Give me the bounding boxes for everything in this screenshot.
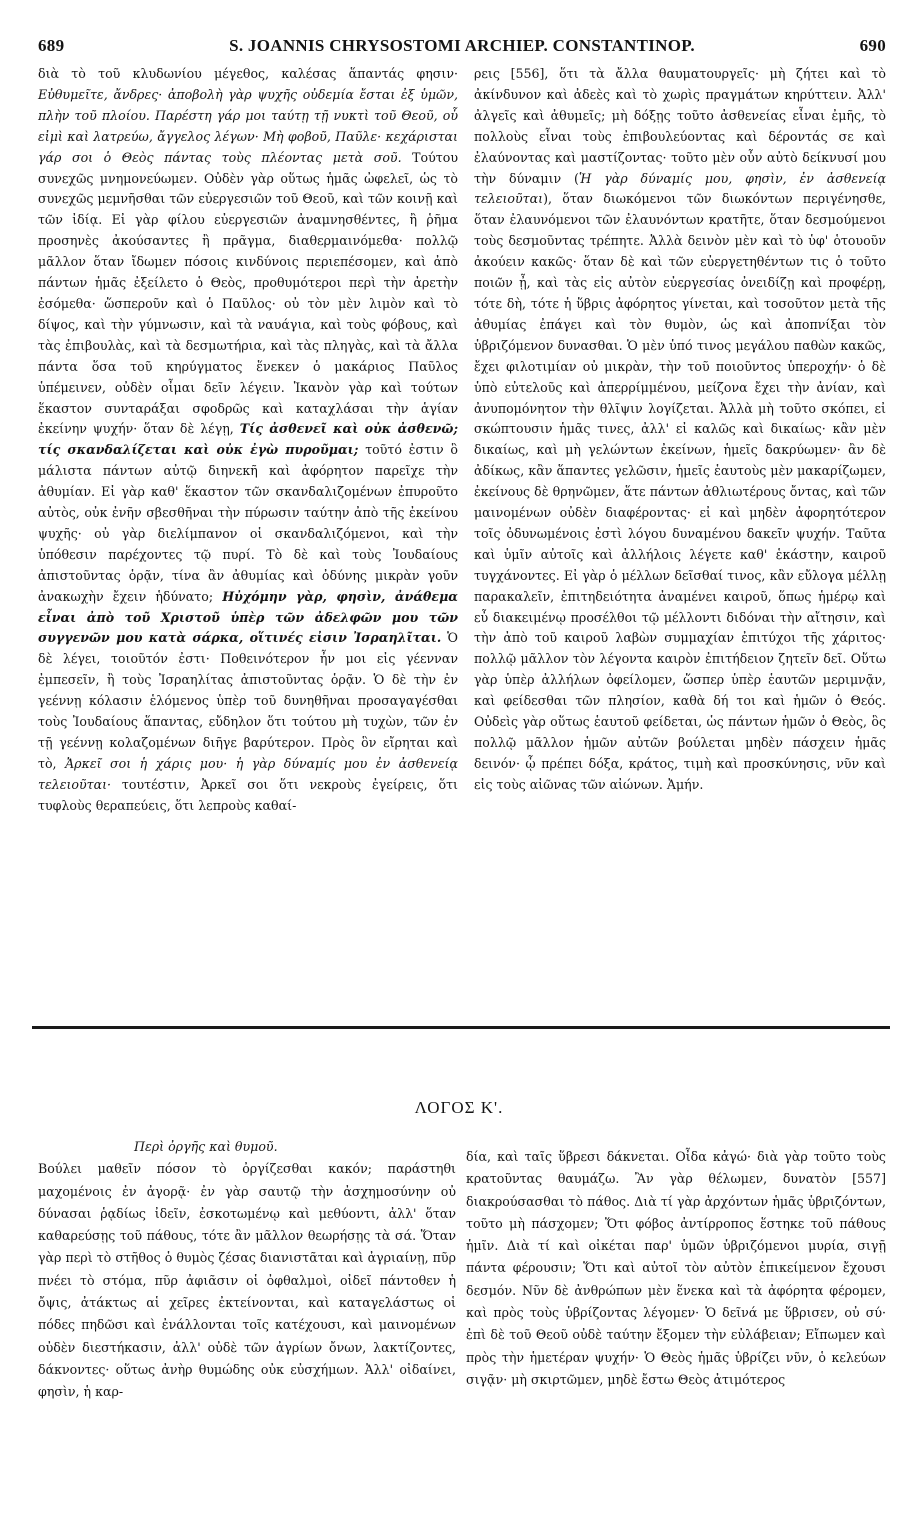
text-run: τουτέστιν, Ἀρκεῖ σοι ὅτι νεκροὺς ἐγείρεις, ὅτι τυφλοὺς θεραπεύεις, ὅτι λεπροὺς καθαί- [38,776,458,813]
scripture-quote: Εὐθυμεῖτε, ἄνδρες· ἀποβολὴ γὰρ ψυχῆς οὐδεμία ἔσται ἐξ ὑμῶν, πλὴν τοῦ πλοίου. Παρέστη γάρ μοι ταύτῃ τῇ νυκτὶ τοῦ Θεοῦ, οὗ εἰμὶ καὶ λατρεύω, ἄγγελος λέγων· Μὴ φοβοῦ, Παῦλε· κεχάρισται γάρ σοι ὁ Θεὸς πάντας τοὺς πλέοντας μετὰ σοῦ. [38,86,458,165]
text-block: Βούλει μαθεῖν πόσον τὸ ὀργίζεσθαι κακόν; παράστηθι μαχομένοις ἐν ἀγορᾷ· ἐν γὰρ σαυτῷ τὴν ἀσχημοσύνην οὐ δύνασαι ῥᾳδίως ἰδεῖν, ἐσκοτωμένῳ καὶ μεθύοντι, ἀλλ' ὅταν καθαρεύσῃς τοῦ πάθους, τότε ἂν μᾶλλον θεωρήσῃς τὰ σά. Ὅταν γὰρ περὶ τὸ στῆθος ὁ θυμὸς ζέσας διανιστᾶται καὶ ἀγριαίνῃ, πῦρ πνέει τὸ στόμα, πῦρ ἀφιᾶσιν οἱ ὀφθαλμοὶ, οἰδεῖ πάντοθεν ἡ ὄψις, ἀτάκτως αἱ χεῖρες ἐκτείνονται, καὶ καταγελάστως οἱ πόδες πηδῶσι καὶ ἐνάλλονται τοῖς κατέχουσι, καὶ μαινομένων οὐδὲν διεστήκασιν, ἀλλ' οὐδὲ τῶν ἀγρίων ὄνων, λακτίζοντες, δάκνοντες· οὕτως ἀνὴρ θυμώδης οὐκ εὐσχήμων. Ἀλλ' οἰδαίνει, φησὶν, ἡ καρ- [38,1161,456,1400]
text-run: Ὁ δὲ λέγει, τοιοῦτόν ἐστι· Ποθεινότερον ἦν μοι εἰς γέενναν ἐμπεσεῖν, ἢ τοὺς Ἰσραηλίτας ἀπιστοῦντας ὁρᾷν. Ὁ δὲ τὴν ἐν γεέννῃ κόλασιν ἑλόμενος ὑπὲρ τοῦ δυνηθῆναι προσαγαγέσθαι τοὺς Ἰουδαίους ἅπαντας, εὔδηλον ὅτι τούτου μὴ τυχὼν, τῶν ἐν τῇ γεέννῃ κολαζομένων διῆγε βαρύτερον. Πρὸς ὃν εἴρηται καὶ τὸ, [38,630,458,771]
section-title: ΛΟΓΟΣ Κ'. [414,1098,504,1117]
column-bottom-left [38,1136,456,1404]
scripture-quote: Ηὐχόμην γὰρ, φησὶν, ἀνάθεμα εἶναι ἀπὸ τοῦ Χριστοῦ ὑπὲρ τῶν ἀδελφῶν μου τῶν συγγενῶν μου κατὰ σάρκα, οἵτινές εἰσιν Ἰσραηλῖται. [38,588,458,646]
text-run: ρεις [556], ὅτι τὰ ἄλλα θαυματουργεῖς· μὴ ζήτει καὶ τὸ ἀκίνδυνον καὶ ἀδεὲς καὶ τὸ χωρὶς πραγμάτων κηρύττειν. Ἀλλ' ἀλγεῖς καὶ ἀθυμεῖς; μὴ δόξῃς τοῦτο ἀσθενείας εἶναι ἐμῆς, τὸ πολλοὺς εἶναι τοὺς ἐπιβουλεύοντας καὶ δέροντάς σε καὶ ἐλαύνοντας καὶ μαστίζοντας· τοῦτο μὲν οὖν αὐτὸ δείκνυσί μου τὴν δύναμιν ( [474,66,886,186]
page-number-right: 690 [859,36,886,55]
column-bottom-right [466,1146,886,1391]
text-run: τοῦτό ἐστιν ὃ μάλιστα πάντων αὐτῷ διηνεκῆ καὶ ἀφόρητον παρεῖχε τὴν ἀθυμίαν. Εἰ γὰρ καθ' ἕκαστον τῶν σκανδαλιζομένων ἐπυροῦτο αὐτὸς, οὐκ ἐνῆν σβεσθῆναι τὴν πύρωσιν ταύτην ἀπὸ τῆς ἐκείνου ψυχῆς· οὐ γὰρ διελίμπανον οἱ σκανδαλιζόμενοι, καὶ τὴν ὑπόθεσιν παρέχοντες τῷ πυρί. Τὸ δὲ καὶ τοὺς Ἰουδαίους ἀπιστοῦντας ὁρᾷν, τίνα ἂν ἀθυμίας καὶ ὀδύνης μικρὰν γοῦν ἀνακωχὴν ἔχειν ἡδύνατο; [38,442,458,604]
scripture-quote: Τίς ἀσθενεῖ καὶ οὐκ ἀσθενῶ; τίς σκανδαλίζεται καὶ οὐκ ἐγὼ πυροῦμαι; [38,421,458,458]
text-run: Τούτου συνεχῶς μνημονεύωμεν. Οὐδὲν γὰρ οὕτως ἡμᾶς ὠφελεῖ, ὡς τὸ συνεχῶς μεμνῆσθαι τῶν εὐεργεσιῶν τοῦ Θεοῦ, καὶ τῶν κοινῇ καὶ τῶν ἰδίᾳ. Εἰ γὰρ φίλου εὐεργεσιῶν ἀναμνησθέντες, ἢ ῥῆμα προσηνὲς ἀκούσαντες ἢ πρᾶγμα, διαθερμαινόμεθα· πολλῷ μᾶλλον ὅταν ἴδωμεν πόσοις κινδύνοις περιεπέσομεν, καὶ ἀπὸ πάντων ἡμᾶς ἐξείλετο ὁ Θεὸς, προθυμότεροι περὶ τὴν ἀρετὴν ἐσόμεθα· ὥσπεροῦν καὶ ὁ Παῦλος· οὐ τὸν μὲν λιμὸν καὶ τὸ δίψος, καὶ τὴν γύμνωσιν, καὶ τὰ ναυάγια, καὶ τοὺς φόβους, καὶ τὰς ἐπιβουλὰς, καὶ τὰ δεσμωτήρια, καὶ τὰς πληγὰς, καὶ τὰ ἄλλα πάντα ὅσα τοῦ κηρύγματος ἕνεκεν ὁ μακάριος Παῦλος ὑπέμεινεν, οὐδὲν οἶμαι δεῖν λέγειν. Ἱκανὸν γὰρ καὶ τούτων ἕκαστον συνταράξαι σφοδρῶς καὶ καταχλάσαι τὴν ἁγίαν ἐκείνην ψυχήν· ὅταν δὲ λέγῃ, [38,149,458,437]
text-block [474,64,886,796]
column-top-left [38,64,458,817]
scripture-quote: Ἀρκεῖ σοι ἡ χάρις μου· ἡ γὰρ δύναμίς μου ἐν ἀσθενείᾳ τελειοῦται· [38,755,458,792]
text-run: διὰ τὸ τοῦ κλυδωνίου μέγεθος, καλέσας ἅπαντάς φησιν· [38,66,458,81]
running-head [38,36,886,58]
homily-subtitle: Περὶ ὀργῆς καὶ θυμοῦ. [134,1139,278,1154]
text-block [38,64,458,817]
page-number-left: 689 [38,36,65,55]
scripture-quote: Ἡ γὰρ δύναμίς μου, φησὶν, ἐν ἀσθενείᾳ τελειοῦται [474,170,887,207]
text-run: ), ὅταν διωκόμενοι τῶν διωκόντων περιγένησθε, ὅταν ἐλαυνόμενοι τῶν ἐλαυνόντων κρατῆτε, ὅταν δεσμούμενοι τοὺς δεσμοῦντας τρέπητε. Ἀλλὰ δεινὸν μὲν καὶ τὸ ὑφ' ὁτουοῦν ἀκούειν κακῶς· ὅταν δὲ καὶ τῶν εὐεργετηθέντων τις ὁ τοῦτο ποιῶν ᾖ, καὶ τὰς εἰς αὐτὸν εὐεργεσίας ὀνειδίζῃ καὶ προφέρῃ, τότε δὴ, τότε ἡ ὕβρις ἀφόρητος γίνεται, καὶ τοσοῦτον μετὰ τῆς ἀθυμίας ἐπάγει καὶ τὸν θυμὸν, ὡς καὶ ἀποπνίξαι τὸν ὑβριζόμενον δυνασθαι. Ὁ μὲν ὑπό τινος μεγάλου παθὼν κακῶς, ἔχει φιλοτιμίαν οὐ μικρὰν, τὴν τοῦ ποιοῦντος ὑπεροχήν· ὁ δὲ ὑπὸ εὐτελοῦς καὶ ἀπερρίμμένου, μείζονα ἔχει τὴν ἀνίαν, καὶ ἀνυπομόνητον τὴν θλῖψιν λογίζεται. Ἀλλὰ μὴ τοῦτο σκόπει, εἰ σκώπτουσιν ἡμᾶς τινες, ἀλλ' εἰ καλῶς καὶ δικαίως· κἂν μὲν δικαίως, καὶ μὴ γελώντων ἐκείνων, ἡμεῖς δακρύωμεν· ἂν δὲ ἀδίκως, κἂν ἅπαντες γελῶσιν, ἡμεῖς ἑαυτοὺς μὲν μακαρίζωμεν, ἐκείνους δὲ θρηνῶμεν, ἅτε πάντων ἀθλιωτέρους ὄντας, καὶ τῶν μαινομένων οὐδὲν διαφέροντας· εἰ καὶ μηδὲν ἀφορητότερον τοῖς ὀδυνωμένοις ἐστὶ λόγου δυναμένου δακεῖν ψυχήν. Ταῦτα καὶ ὑμῖν αὐτοῖς καὶ ἀλλήλοις λέγετε καθ' ἑκάστην, καιροῦ τυγχάνοντες. Εἰ γὰρ ὁ μέλλων δεῖσθαί τινος, κἂν εὔλογα μέλλῃ παρακαλεῖν, ἐπιτηδειότητα ἀναμένει καιροῦ, ὅπως ἡμέρῳ καὶ εὖ διακειμένῳ προσέλθοι τῷ μέλλοντι διδόναι τὴν αἴτησιν, καὶ τὴν ἀπὸ τοῦ καιροῦ λαβὼν συμμαχίαν ἐπιτύχοι τῆς χάριτος· πολλῷ μᾶλλον τὸν λέγοντα καιρὸν ἐπιτήδειον ζητεῖν δεῖ. Οὕτω γὰρ ὑπὲρ ἀλλήλων ὀφείλομεν, ὥσπερ ὑπὲρ ἑαυτῶν μεριμνᾷν, καὶ φείδεσθαι τῶν πλησίον, καθὰ δή τοι καὶ ἡμῶν ὁ Θεός. Οὐδεὶς γὰρ οὕτως ἑαυτοῦ φείδεται, ὡς πάντων ἡμῶν ὁ Θεὸς, ὃς πολλῷ μᾶλλον ἡμῶν αὐτῶν βούλεται μηδὲν πάσχειν ἡμᾶς δεινόν· ᾧ πρέπει δόξα, κράτος, τιμὴ καὶ προσκύνησις, νῦν καὶ εἰς τοὺς αἰῶνας τῶν αἰώνων. Ἀμήν. [474,191,886,792]
section-divider [32,1026,890,1029]
text-block: δία, καὶ ταῖς ὕβρεσι δάκνεται. Οἶδα κἀγώ· διὰ γὰρ τοῦτο τοὺς κρατοῦντας θαυμάζω. Ἂν γὰρ θέλωμεν, δυνατὸν [557] διακρούσασθαι τὸ πάθος. Διὰ τί γὰρ ἀρχόντων ἡμᾶς ὑβριζόντων, τοῦτο μὴ πάσχομεν; Ὅτι φόβος ἀντίρροπος ἕστηκε τοῦ πάθους ἡμῖν. Διὰ τί καὶ οἰκέται παρ' ὑμῶν ὑβριζόμενοι μυρία, σιγῇ πάντα φέρουσιν; Ὅτι καὶ αὐτοῖ τὸν αὐτὸν ἐπικείμενον ἔχουσι δεσμόν. Νῦν δὲ ἀνθρώπων μὲν ἕνεκα καὶ τὰ ἀφόρητα φέρομεν, καὶ πρὸς τοὺς ὑβρίζοντας λέγομεν· Ὁ δεῖνά με ὕβρισεν, οὐ σύ· ἐπὶ δὲ τοῦ Θεοῦ οὐδὲ ταύτην ἔξομεν τὴν εὐλάβειαν; Εἴπωμεν καὶ πρὸς τὴν ἡμετέραν ψυχήν· Ὁ Θεὸς ἡμᾶς ὑβρίζει νῦν, ὁ κελεύων σιγᾷν· μὴ σκιρτῶμεν, μηδὲ ἔστω Θεὸς ἀτιμότερος [466,1149,886,1387]
running-title: S. JOANNIS CHRYSOSTOMI ARCHIEP. CONSTANTINOP. [229,36,695,55]
column-top-right [474,64,886,796]
